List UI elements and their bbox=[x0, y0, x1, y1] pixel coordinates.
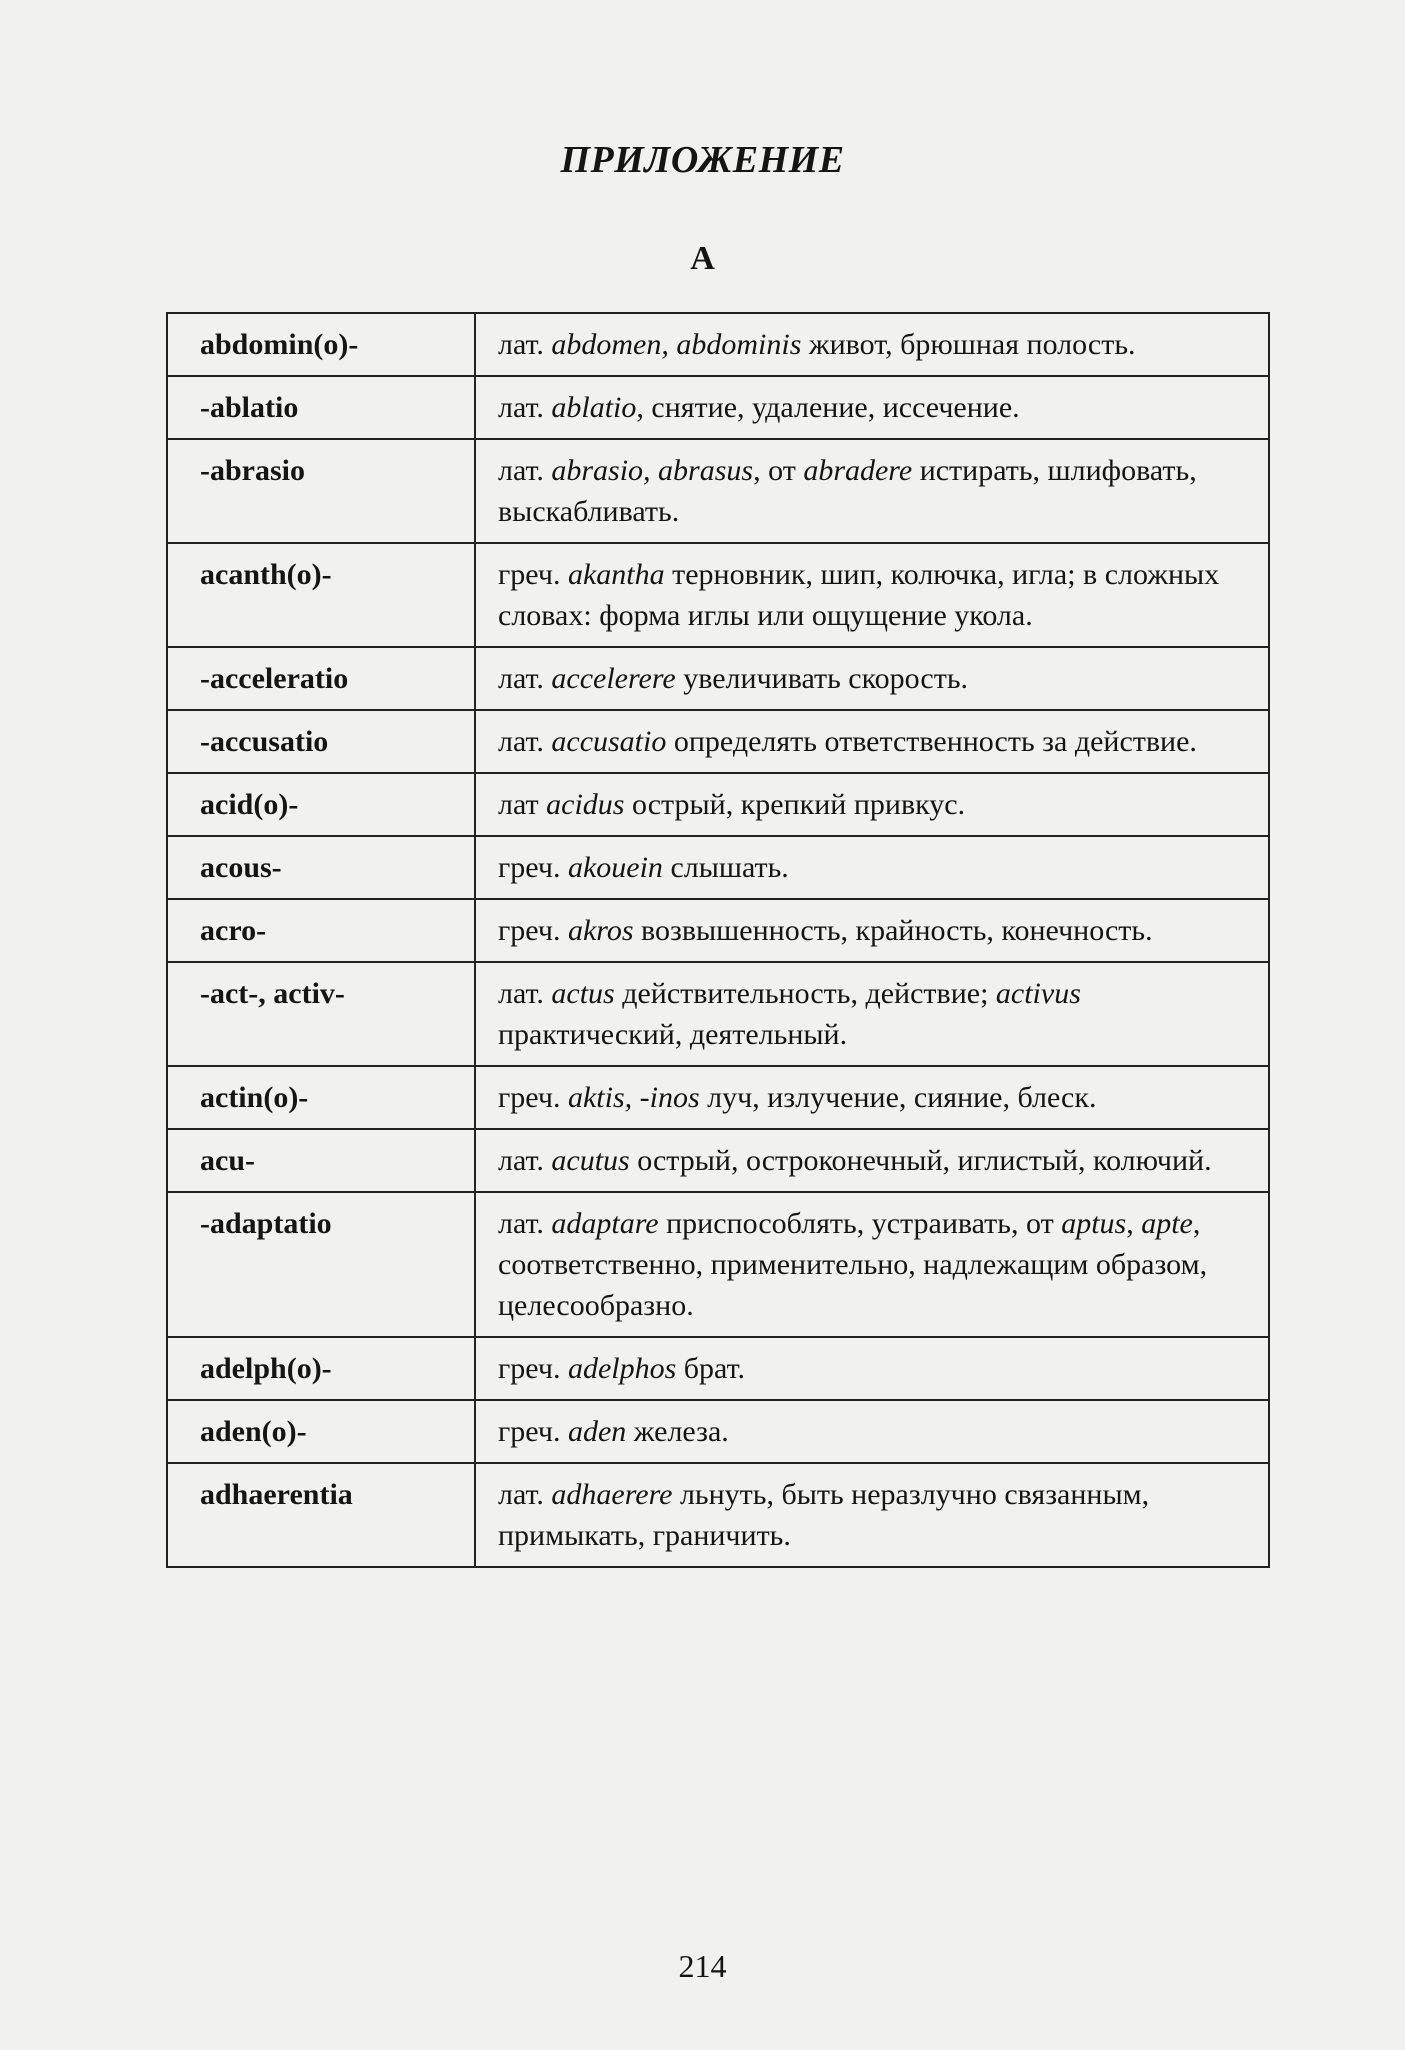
glossary-row bbox=[167, 543, 1269, 647]
glossary-term: -accusatio bbox=[167, 710, 475, 773]
glossary-term: actin(o)- bbox=[167, 1066, 475, 1129]
glossary-definition bbox=[475, 710, 1269, 773]
definition-text: железа. bbox=[626, 1415, 729, 1448]
definition-source-word: akouein bbox=[567, 851, 663, 884]
glossary-row bbox=[167, 1337, 1269, 1400]
page-title: ПРИЛОЖЕНИЕ bbox=[560, 139, 845, 181]
glossary-term: abdomin(o)- bbox=[167, 313, 475, 376]
definition-text: терновник, шип, колючка, игла; в сложных словах: форма иглы или ощущение укола. bbox=[498, 558, 1220, 632]
definition-text: греч. bbox=[498, 1081, 568, 1114]
definition-text: лат. bbox=[498, 725, 552, 758]
definition-source-word: apte bbox=[1141, 1207, 1193, 1240]
glossary-definition bbox=[475, 1337, 1269, 1400]
glossary-definition bbox=[475, 836, 1269, 899]
definition-text: льнуть, быть неразлучно связанным, примыкать, граничить. bbox=[498, 1478, 1150, 1552]
definition-source-word: abradere bbox=[803, 454, 913, 487]
definition-source-word: adaptare bbox=[551, 1207, 659, 1240]
definition-source-word: adelphos bbox=[567, 1352, 677, 1385]
definition-text: живот, брюшная полость. bbox=[801, 328, 1136, 361]
definition-text: лат. bbox=[498, 328, 552, 361]
definition-source-word: accusatio bbox=[551, 725, 667, 758]
glossary-term: acanth(o)- bbox=[167, 543, 475, 647]
definition-source-word: akros bbox=[567, 914, 634, 947]
glossary-table bbox=[166, 312, 1270, 1568]
definition-text: лат. bbox=[498, 1478, 552, 1511]
definition-source-word: activus bbox=[995, 977, 1081, 1010]
glossary-row bbox=[167, 710, 1269, 773]
definition-source-word: abdomen, abdominis bbox=[551, 328, 802, 361]
glossary-definition bbox=[475, 1463, 1269, 1567]
glossary-definition bbox=[475, 1400, 1269, 1463]
glossary-term: -act-, activ- bbox=[167, 962, 475, 1066]
definition-source-word: aktis, -inos bbox=[567, 1081, 700, 1114]
definition-text: лат. bbox=[498, 662, 552, 695]
glossary-definition bbox=[475, 313, 1269, 376]
definition-source-word: aden bbox=[567, 1415, 627, 1448]
glossary-row bbox=[167, 962, 1269, 1066]
definition-source-word: actus bbox=[551, 977, 615, 1010]
definition-text: , соответственно, применительно, надлежащим образом, целесообразно. bbox=[498, 1207, 1208, 1322]
definition-text: возвышенность, крайность, конечность. bbox=[633, 914, 1153, 947]
glossary-row bbox=[167, 899, 1269, 962]
definition-text: , снятие, удаление, иссечение. bbox=[636, 391, 1020, 424]
glossary-term: adelph(o)- bbox=[167, 1337, 475, 1400]
section-letter: А bbox=[690, 240, 715, 277]
glossary-definition bbox=[475, 647, 1269, 710]
definition-text: луч, излучение, сияние, блеск. bbox=[699, 1081, 1097, 1114]
definition-source-word: ablatio bbox=[551, 391, 637, 424]
definition-text: лат. bbox=[498, 391, 552, 424]
definition-source-word: accelerere bbox=[551, 662, 676, 695]
glossary-definition bbox=[475, 543, 1269, 647]
definition-source-word: adhaerere bbox=[551, 1478, 673, 1511]
definition-source-word: acidus bbox=[546, 788, 625, 821]
glossary-term: -ablatio bbox=[167, 376, 475, 439]
page-number: 214 bbox=[678, 1948, 727, 1984]
definition-source-word: aptus bbox=[1061, 1207, 1127, 1240]
definition-text: брат. bbox=[676, 1352, 745, 1385]
definition-text: греч. bbox=[498, 1415, 568, 1448]
definition-text: , от bbox=[753, 454, 804, 487]
glossary-row bbox=[167, 439, 1269, 543]
glossary-term: aden(o)- bbox=[167, 1400, 475, 1463]
definition-text: лат. bbox=[498, 1207, 552, 1240]
definition-text: истирать, шлифовать, выскабливать. bbox=[498, 454, 1197, 528]
glossary-term: acro- bbox=[167, 899, 475, 962]
definition-text: лат. bbox=[498, 1144, 552, 1177]
definition-text: , bbox=[1126, 1207, 1142, 1240]
glossary-term: adhaerentia bbox=[167, 1463, 475, 1567]
glossary-row bbox=[167, 647, 1269, 710]
glossary-definition bbox=[475, 376, 1269, 439]
definition-source-word: abrasio, abrasus bbox=[551, 454, 754, 487]
definition-text: приспособлять, устраивать, от bbox=[658, 1207, 1062, 1240]
glossary-definition bbox=[475, 899, 1269, 962]
glossary-row bbox=[167, 836, 1269, 899]
glossary-term: acu- bbox=[167, 1129, 475, 1192]
glossary-term: acid(o)- bbox=[167, 773, 475, 836]
glossary-row bbox=[167, 313, 1269, 376]
definition-text: лат bbox=[498, 788, 547, 821]
glossary-term: -adaptatio bbox=[167, 1192, 475, 1337]
glossary-row bbox=[167, 1129, 1269, 1192]
definition-text: лат. bbox=[498, 454, 552, 487]
glossary-row bbox=[167, 1463, 1269, 1567]
glossary-definition bbox=[475, 773, 1269, 836]
definition-text: греч. bbox=[498, 1352, 568, 1385]
glossary-term: -abrasio bbox=[167, 439, 475, 543]
definition-source-word: acutus bbox=[551, 1144, 630, 1177]
glossary-definition bbox=[475, 962, 1269, 1066]
definition-text: действительность, действие; bbox=[614, 977, 996, 1010]
definition-text: греч. bbox=[498, 851, 568, 884]
glossary-definition bbox=[475, 1066, 1269, 1129]
glossary-definition bbox=[475, 1129, 1269, 1192]
glossary-definition bbox=[475, 1192, 1269, 1337]
glossary-row bbox=[167, 376, 1269, 439]
glossary-term: -acceleratio bbox=[167, 647, 475, 710]
definition-text: определять ответственность за действие. bbox=[666, 725, 1197, 758]
glossary-row bbox=[167, 773, 1269, 836]
glossary-row bbox=[167, 1192, 1269, 1337]
glossary-definition bbox=[475, 439, 1269, 543]
definition-source-word: akantha bbox=[567, 558, 665, 591]
definition-text: лат. bbox=[498, 977, 552, 1010]
glossary-row bbox=[167, 1066, 1269, 1129]
definition-text: практический, деятельный. bbox=[498, 1018, 848, 1051]
definition-text: греч. bbox=[498, 914, 568, 947]
glossary-row bbox=[167, 1400, 1269, 1463]
definition-text: острый, крепкий привкус. bbox=[624, 788, 966, 821]
glossary-term: acous- bbox=[167, 836, 475, 899]
definition-text: слышать. bbox=[662, 851, 789, 884]
definition-text: греч. bbox=[498, 558, 568, 591]
definition-text: острый, остроконечный, иглистый, колючий. bbox=[629, 1144, 1212, 1177]
definition-text: увеличивать скорость. bbox=[675, 662, 969, 695]
glossary-table-body bbox=[167, 313, 1269, 1567]
